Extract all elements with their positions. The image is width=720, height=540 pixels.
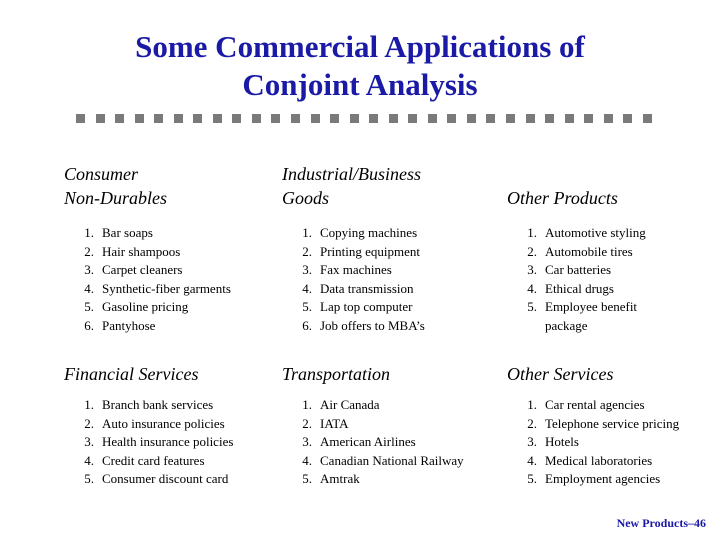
section-heading	[282, 362, 502, 386]
list-item: 3. Health insurance policies	[84, 434, 234, 449]
list-item: 1. Copying machines	[302, 225, 418, 240]
divider-square	[526, 114, 535, 123]
list-item: 4. Ethical drugs	[527, 280, 614, 296]
list-item: 5. Amtrak	[302, 471, 360, 486]
divider-square	[604, 114, 613, 123]
section-heading	[507, 362, 720, 386]
list-item: 1. Automotive styling	[527, 225, 646, 240]
page-footer: New Products–46	[616, 516, 706, 530]
divider-square	[565, 114, 574, 123]
divider-square	[193, 114, 202, 123]
section-heading	[282, 162, 502, 210]
list-item: 4. Medical laboratories	[527, 452, 653, 468]
item-list	[282, 224, 502, 335]
divider-square	[350, 114, 359, 123]
section-financial-services	[64, 362, 284, 489]
divider-square	[174, 114, 183, 123]
section-consumer-non-durables	[64, 162, 284, 335]
section-other-products	[507, 186, 720, 335]
divider-square	[252, 114, 261, 123]
divider-square	[447, 114, 456, 123]
divider-square	[232, 114, 241, 123]
list-item: 2. IATA	[302, 415, 349, 431]
divider-square	[428, 114, 437, 123]
list-item: 4. Canadian National Railway	[302, 452, 464, 468]
list-item: 4. Synthetic-fiber garments	[84, 280, 231, 296]
section-heading-line: Other Services	[507, 364, 614, 384]
section-transportation	[282, 362, 502, 489]
slide-title	[0, 28, 720, 104]
list-item: 4. Data transmission	[302, 280, 414, 296]
list-item: 3. Hotels	[527, 434, 579, 449]
list-item: 3. American Airlines	[302, 434, 416, 449]
section-heading-line: Consumer	[64, 164, 139, 184]
divider-square	[96, 114, 105, 123]
list-item: 5. Gasoline pricing	[84, 299, 189, 314]
list-item: 2. Automobile tires	[527, 243, 633, 259]
divider-square	[486, 114, 495, 123]
list-item: 3. Fax machines	[302, 262, 392, 277]
list-item: 1. Bar soaps	[84, 225, 153, 240]
divider-square	[545, 114, 554, 123]
item-list	[64, 224, 284, 335]
divider-square	[311, 114, 320, 123]
divider-square	[291, 114, 300, 123]
divider-square	[135, 114, 144, 123]
list-item: 3. Car batteries	[527, 262, 612, 277]
list-item: 2. Hair shampoos	[84, 243, 181, 259]
section-industrial-business-goods	[282, 162, 502, 335]
title-line-1: Some Commercial Applications of	[135, 29, 585, 64]
list-item: 1. Branch bank services	[84, 397, 214, 412]
list-item: 6. Job offers to MBA’s	[302, 317, 425, 333]
dotted-divider	[76, 114, 652, 124]
section-heading	[64, 162, 284, 210]
title-line-2: Conjoint Analysis	[242, 67, 478, 102]
item-list	[507, 224, 720, 335]
list-item: 1. Car rental agencies	[527, 397, 645, 412]
divider-square	[369, 114, 378, 123]
divider-square	[330, 114, 339, 123]
section-heading-line: Industrial/Business	[282, 164, 422, 184]
divider-square	[467, 114, 476, 123]
divider-square	[76, 114, 85, 123]
divider-square	[584, 114, 593, 123]
list-item: 1. Air Canada	[302, 397, 380, 412]
list-item: 5. Employment agencies	[527, 471, 661, 486]
divider-square	[408, 114, 417, 123]
list-item: 4. Credit card features	[84, 452, 205, 468]
list-item: 5. Employee benefit package	[527, 299, 638, 333]
divider-square	[271, 114, 280, 123]
list-item: 2. Printing equipment	[302, 243, 421, 259]
item-list	[507, 396, 720, 489]
section-heading-line: Non-Durables	[64, 188, 167, 208]
section-heading-line: Transportation	[282, 364, 391, 384]
divider-square	[154, 114, 163, 123]
section-other-services	[507, 362, 720, 489]
divider-square	[389, 114, 398, 123]
list-item: 2. Auto insurance policies	[84, 415, 225, 431]
divider-square	[213, 114, 222, 123]
item-list	[64, 396, 284, 489]
list-item: 5. Lap top computer	[302, 299, 413, 314]
section-heading-line: Financial Services	[64, 364, 199, 384]
divider-square	[623, 114, 632, 123]
section-heading-line: Goods	[282, 188, 330, 208]
list-item: 6. Pantyhose	[84, 317, 156, 333]
list-item: 5. Consumer discount card	[84, 471, 229, 486]
divider-square	[643, 114, 652, 123]
section-heading	[507, 186, 720, 210]
list-item: 3. Carpet cleaners	[84, 262, 183, 277]
section-heading	[64, 362, 284, 386]
divider-square	[506, 114, 515, 123]
item-list	[282, 396, 502, 489]
list-item: 2. Telephone service pricing	[527, 415, 680, 431]
divider-square	[115, 114, 124, 123]
section-heading-line: Other Products	[507, 188, 618, 208]
